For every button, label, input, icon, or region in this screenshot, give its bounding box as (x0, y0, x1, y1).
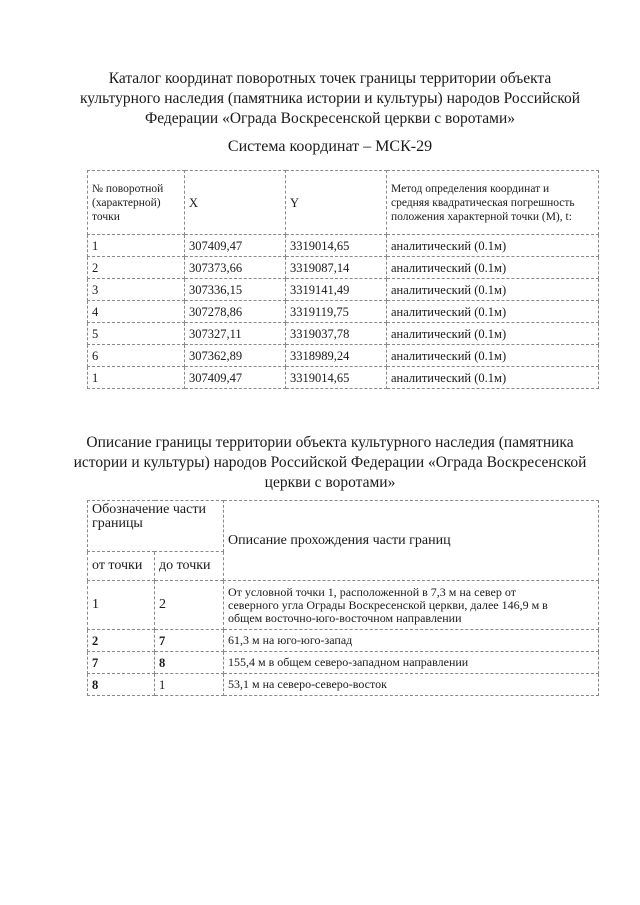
description-title-line: истории и культуры) народов Российской Федерации «Ограда Воскресенской (73, 454, 587, 471)
segment-description: 53,1 м на северо-северо-восток (224, 674, 599, 696)
from-point: 7 (88, 652, 155, 674)
to-point: 2 (155, 581, 224, 630)
x-value: 307373,66 (185, 257, 286, 279)
header-to-point: до точки (155, 552, 224, 581)
table-row (88, 345, 599, 367)
table-row (88, 674, 599, 696)
x-value: 307278,86 (185, 301, 286, 323)
header-text: Обозначение части (92, 502, 206, 517)
method-value: аналитический (0.1м) (387, 323, 599, 345)
coordinates-table (87, 170, 599, 389)
catalog-title-line: Каталог координат поворотных точек границы территории объекта (108, 70, 552, 87)
from-point: 2 (88, 630, 155, 652)
description-title-line: Описание границы территории объекта культурного наследия (памятника (86, 434, 574, 451)
y-value: 3319141,49 (286, 279, 387, 301)
header-y: Y (286, 171, 387, 235)
table-row (88, 235, 599, 257)
catalog-title (60, 69, 600, 129)
method-value: аналитический (0.1м) (387, 279, 599, 301)
point-number: 3 (88, 279, 185, 301)
header-text: границы (92, 516, 143, 531)
to-point: 8 (155, 652, 224, 674)
y-value: 3319087,14 (286, 257, 387, 279)
x-value: 307409,47 (185, 235, 286, 257)
table-row (88, 652, 599, 674)
y-value: 3319037,78 (286, 323, 387, 345)
y-value: 3319119,75 (286, 301, 387, 323)
header-text: № поворотной (92, 182, 164, 195)
description-text: северного угла Ограды Воскресенской церкви, далее 146,9 м в (228, 597, 548, 612)
header-designation (88, 501, 224, 552)
header-method (387, 171, 599, 235)
segment-description (224, 581, 599, 630)
method-value: аналитический (0.1м) (387, 301, 599, 323)
catalog-title-line: культурного наследия (памятника истории и культуры) народов Российской (79, 90, 581, 107)
header-text: точки (92, 210, 120, 223)
to-point: 1 (155, 674, 224, 696)
point-number: 5 (88, 323, 185, 345)
x-value: 307336,15 (185, 279, 286, 301)
table-row (88, 323, 599, 345)
point-number: 6 (88, 345, 185, 367)
header-text: средняя квадратическая погрешность (391, 196, 575, 209)
header-point-number (88, 171, 185, 235)
table-row (88, 301, 599, 323)
x-value: 307409,47 (185, 367, 286, 389)
header-description: Описание прохождения части границ (224, 501, 599, 581)
table-row (88, 257, 599, 279)
x-value: 307362,89 (185, 345, 286, 367)
header-text: положения характерной точки (М), t: (391, 210, 572, 223)
from-point: 8 (88, 674, 155, 696)
header-text: Метод определения координат и (391, 182, 550, 195)
header-x: X (185, 171, 286, 235)
method-value: аналитический (0.1м) (387, 367, 599, 389)
coordinates-header-row (88, 171, 599, 235)
boundary-description-table (87, 500, 599, 696)
point-number: 1 (88, 235, 185, 257)
method-value: аналитический (0.1м) (387, 235, 599, 257)
header-from-point: от точки (88, 552, 155, 581)
x-value: 307327,11 (185, 323, 286, 345)
y-value: 3318989,24 (286, 345, 387, 367)
table-row (88, 367, 599, 389)
y-value: 3319014,65 (286, 367, 387, 389)
header-text: (характерной) (92, 196, 161, 209)
coord-system-label: Система координат – МСК-29 (227, 138, 433, 155)
point-number: 2 (88, 257, 185, 279)
method-value: аналитический (0.1м) (387, 257, 599, 279)
to-point: 7 (155, 630, 224, 652)
catalog-title-line: Федерации «Ограда Воскресенской церкви с воротами» (145, 110, 515, 127)
segment-description: 155,4 м в общем северо-западном направлении (224, 652, 599, 674)
segment-description: 61,3 м на юго-юго-запад (224, 630, 599, 652)
table-row (88, 581, 599, 630)
from-point: 1 (88, 581, 155, 630)
description-title-line: церкви с воротами» (264, 474, 396, 491)
method-value: аналитический (0.1м) (387, 345, 599, 367)
description-text: общем восточно-юго-восточном направлении (228, 610, 462, 625)
point-number: 1 (88, 367, 185, 389)
description-text: От условной точки 1, расположенной в 7,3 м на север от (228, 584, 516, 599)
table-row (88, 279, 599, 301)
description-title (60, 433, 600, 493)
point-number: 4 (88, 301, 185, 323)
bounds-header-row (88, 501, 599, 552)
y-value: 3319014,65 (286, 235, 387, 257)
table-row (88, 630, 599, 652)
